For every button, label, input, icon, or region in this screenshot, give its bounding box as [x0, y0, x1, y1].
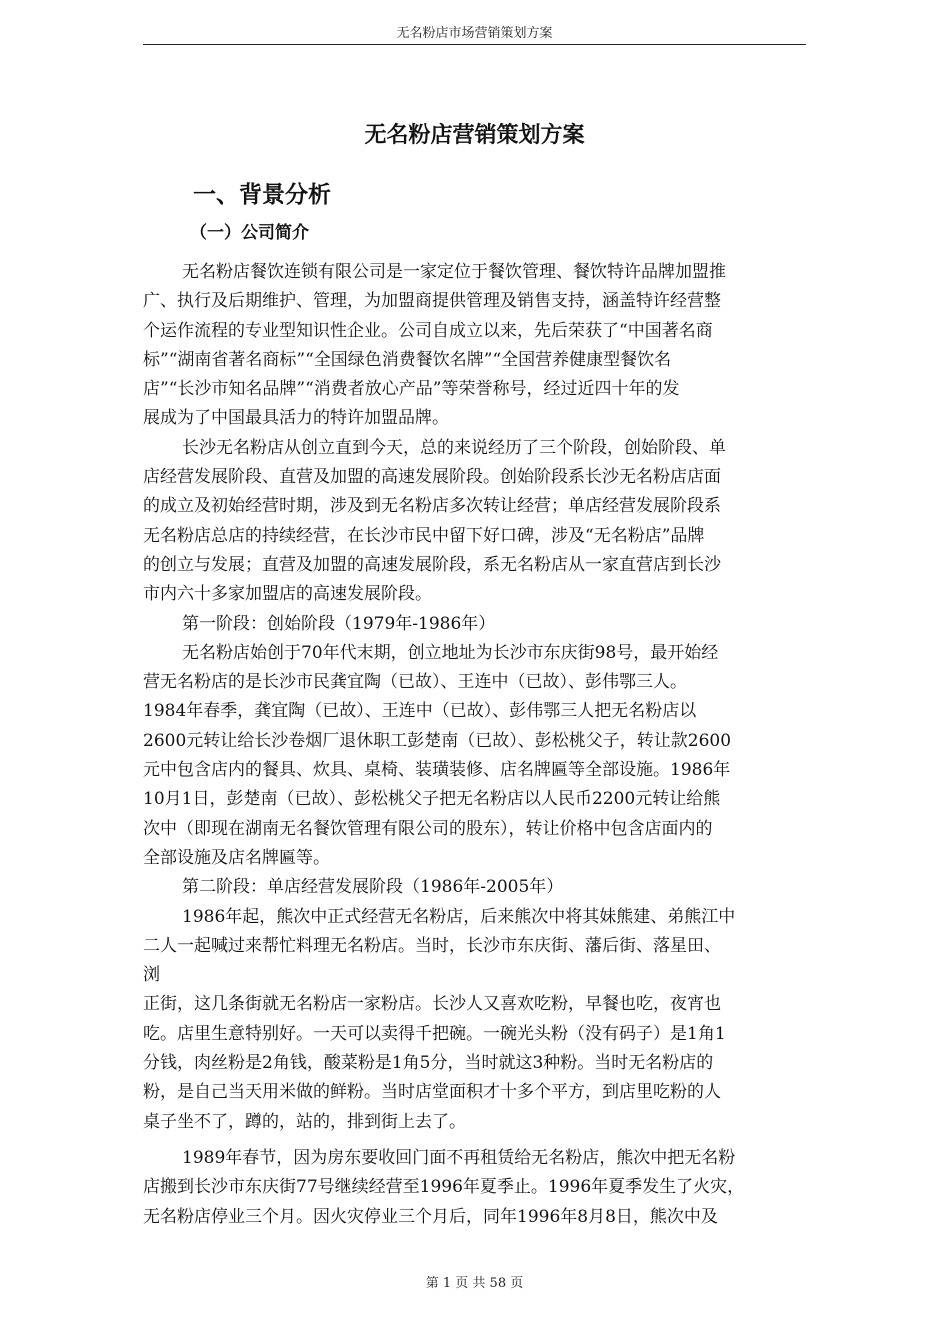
text-line: 2600元转让给长沙卷烟厂退休职工彭楚南（已故）、彭松桃父子，转让款2600	[143, 730, 732, 751]
text-line: 广、执行及后期维护、管理，为加盟商提供管理及销售支持，涵盖特许经营整	[143, 291, 721, 312]
stage-heading: 第二阶段：单店经营发展阶段（1986年-2005年）	[182, 877, 564, 898]
text-line: 浏	[143, 965, 160, 986]
text-line: 长沙无名粉店从创立直到今天，总的来说经历了三个阶段，创始阶段、单	[182, 437, 726, 458]
text-line: 个运作流程的专业型知识性企业。公司自成立以来，先后荣获了“中国著名商	[143, 320, 713, 341]
text-line: 的创立与发展；直营及加盟的高速发展阶段，系无名粉店从一家直营店到长沙	[143, 554, 721, 575]
text-line: 元中包含店内的餐具、炊具、桌椅、装璜装修、店名牌匾等全部设施。1986年	[143, 760, 731, 781]
page-footer: 第 1 页 共 58 页	[425, 1276, 524, 1291]
text-line: 桌子坐不了，蹲的，站的，排到街上去了。	[143, 1111, 466, 1132]
subsection-heading: （一）公司简介	[190, 223, 309, 243]
text-line: 二人一起喊过来帮忙料理无名粉店。当时，长沙市东庆街、藩后街、落星田、	[143, 935, 721, 956]
text-line: 全部设施及店名牌匾等。	[143, 847, 330, 868]
text-line: 店搬到长沙市东庆街77号继续经营至1996年夏季止。1996年夏季发生了火灾，	[143, 1177, 745, 1198]
text-line: 展成为了中国最具活力的特许加盟品牌。	[143, 408, 449, 429]
text-line: 吃。店里生意特别好。一天可以卖得千把碗。一碗光头粉（没有码子）是1角1	[143, 1023, 726, 1044]
stage-heading: 第一阶段：创始阶段（1979年-1986年）	[182, 613, 496, 634]
text-line: 1989年春节，因为房东要收回门面不再租赁给无名粉店，熊次中把无名粉	[182, 1147, 736, 1168]
body-text	[143, 258, 806, 1232]
header-rule	[143, 44, 806, 45]
text-line: 分钱，肉丝粉是2角钱，酸菜粉是1角5分，当时就这3种粉。当时无名粉店的	[143, 1053, 714, 1074]
text-line: 无名粉店停业三个月。因火灾停业三个月后，同年1996年8月8日，熊次中及	[143, 1206, 718, 1227]
text-line: 的成立及初始经营时期，涉及到无名粉店多次转让经营；单店经营发展阶段系	[143, 496, 721, 517]
text-line: 店经营发展阶段、直营及加盟的高速发展阶段。创始阶段系长沙无名粉店店面	[143, 467, 721, 488]
document-title: 无名粉店营销策划方案	[364, 123, 585, 148]
text-line: 无名粉店总店的持续经营，在长沙市民中留下好口碑，涉及“无名粉店”品牌	[143, 525, 705, 546]
running-header: 无名粉店市场营销策划方案	[396, 26, 553, 41]
text-line: 营无名粉店的是长沙市民龚宜陶（已故）、王连中（已故）、彭伟鄂三人。	[143, 672, 687, 693]
text-line: 粉，是自己当天用米做的鲜粉。当时店堂面积才十多个平方，到店里吃粉的人	[143, 1082, 721, 1103]
text-line: 1986年起，熊次中正式经营无名粉店，后来熊次中将其妹熊建、弟熊江中	[182, 906, 736, 927]
text-line: 标”“湖南省著名商标”“全国绿色消费餐饮名牌”“全国营养健康型餐饮名	[143, 349, 672, 370]
text-line: 无名粉店餐饮连锁有限公司是一家定位于餐饮管理、餐饮特许品牌加盟推	[182, 262, 726, 282]
text-line: 10月1日，彭楚南（已故）、彭松桃父子把无名粉店以人民币2200元转让给熊	[143, 789, 721, 810]
text-line: 1984年春季，龚宜陶（已故）、王连中（已故）、彭伟鄂三人把无名粉店以	[143, 701, 697, 722]
text-line: 无名粉店始创于70年代末期，创立地址为长沙市东庆街98号，最开始经	[182, 642, 719, 663]
text-line: 次中（即现在湖南无名餐饮管理有限公司的股东），转让价格中包含店面内的	[143, 818, 713, 839]
paragraph-gap	[143, 1137, 806, 1144]
text-line: 店”“长沙市知名品牌”“消费者放心产品”等荣誉称号，经过近四十年的发	[143, 379, 680, 400]
text-line: 正街，这几条街就无名粉店一家粉店。长沙人又喜欢吃粉，早餐也吃，夜宵也	[143, 994, 721, 1015]
section-heading: 一、背景分析	[193, 182, 331, 208]
text-line: 市内六十多家加盟店的高速发展阶段。	[143, 584, 432, 605]
